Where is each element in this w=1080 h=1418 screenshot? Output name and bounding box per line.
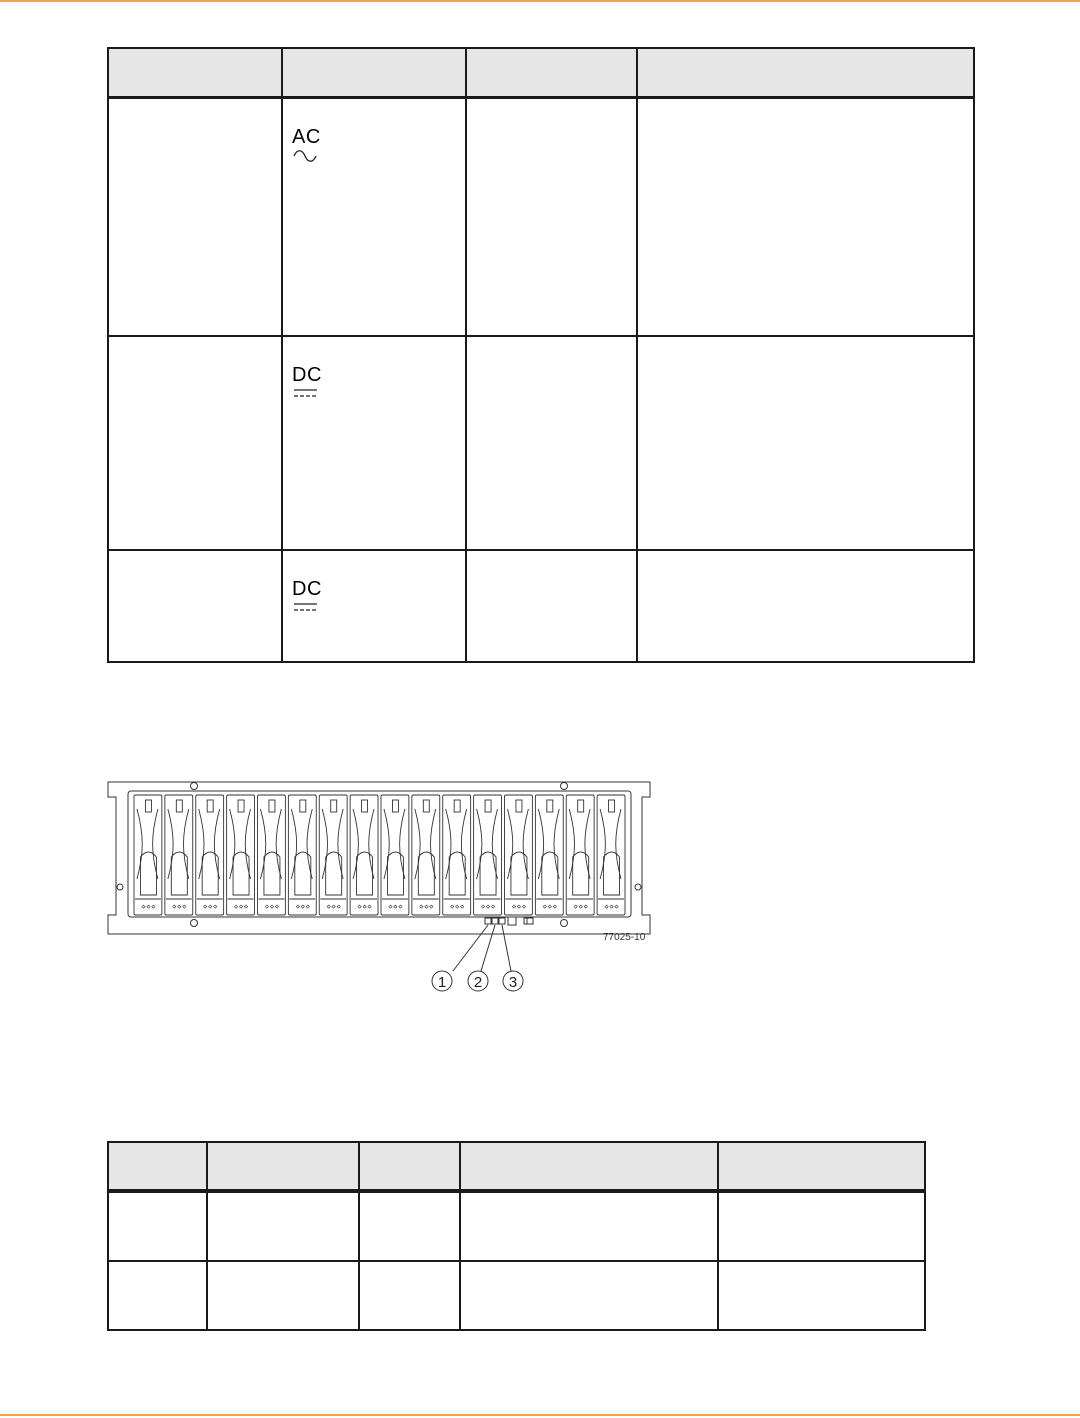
table-cell	[460, 1261, 718, 1330]
dc-symbol	[292, 365, 332, 399]
chassis-outline	[108, 782, 650, 934]
table-cell	[282, 336, 466, 550]
table-row	[108, 98, 974, 336]
table-cell	[359, 1261, 460, 1330]
drive-tray-front-figure	[106, 779, 652, 997]
drive-bay	[597, 795, 625, 915]
drive-bay	[381, 795, 409, 915]
ac-sine-icon	[292, 149, 320, 163]
table-header-cell	[108, 1142, 207, 1191]
symbol-label: DC	[292, 577, 322, 600]
top-accent-rule	[0, 0, 1080, 2]
drive-bay	[319, 795, 347, 915]
callout-label: 3	[508, 974, 518, 991]
table-row	[108, 1261, 925, 1330]
table-cell	[359, 1191, 460, 1261]
drive-bay	[258, 795, 286, 915]
table-cell	[637, 98, 974, 336]
table-cell	[460, 1191, 718, 1261]
table-cell	[207, 1191, 359, 1261]
table-header-cell	[718, 1142, 925, 1191]
callout-1	[432, 971, 452, 991]
table-header-row	[108, 1142, 925, 1191]
drive-bay	[196, 795, 224, 915]
table-cell	[108, 550, 282, 662]
table-cell	[466, 336, 637, 550]
power-button	[508, 917, 516, 925]
callout-label: 1	[437, 974, 447, 991]
ac-symbol	[292, 127, 332, 163]
table-cell	[282, 98, 466, 336]
table-row	[108, 336, 974, 550]
drive-bay	[412, 795, 440, 915]
drive-bay	[474, 795, 502, 915]
callout-2	[468, 971, 488, 991]
table-cell	[466, 550, 637, 662]
table-cell	[637, 336, 974, 550]
table-row	[108, 550, 974, 662]
drive-bay	[227, 795, 255, 915]
drive-bay	[566, 795, 594, 915]
table-cell	[108, 98, 282, 336]
table-row	[108, 1191, 925, 1261]
table-header-cell	[282, 48, 466, 98]
drive-bay	[288, 795, 316, 915]
table-cell	[108, 336, 282, 550]
led-3	[499, 918, 505, 924]
table-header-cell	[359, 1142, 460, 1191]
led-description-table	[107, 1141, 926, 1331]
figure-id-label: 77025-10	[603, 932, 646, 943]
drive-bay	[535, 795, 563, 915]
callout-lines	[453, 925, 511, 971]
symbol-label: DC	[292, 363, 322, 386]
bottom-accent-rule	[0, 1414, 1080, 1416]
table-cell	[718, 1261, 925, 1330]
drive-bay	[350, 795, 378, 915]
id-switch	[524, 918, 533, 924]
table-cell	[466, 98, 637, 336]
table-cell	[207, 1261, 359, 1330]
table-header-cell	[637, 48, 974, 98]
dc-lines-icon	[292, 601, 320, 613]
led-2	[492, 918, 498, 924]
status-leds	[485, 917, 533, 925]
table-cell	[108, 1191, 207, 1261]
symbol-label: AC	[292, 126, 321, 148]
callout-3	[503, 971, 523, 991]
table-header-cell	[108, 48, 282, 98]
table-cell	[108, 1261, 207, 1330]
callout-label: 2	[473, 974, 483, 991]
drive-bay	[505, 795, 533, 915]
table-cell	[282, 550, 466, 662]
led-1	[485, 918, 491, 924]
power-symbol-table	[107, 47, 975, 663]
table-cell	[637, 550, 974, 662]
drive-bay	[134, 795, 162, 915]
dc-lines-icon	[292, 387, 320, 399]
table-header-cell	[466, 48, 637, 98]
table-header-cell	[460, 1142, 718, 1191]
drive-bay	[443, 795, 471, 915]
table-header-cell	[207, 1142, 359, 1191]
table-cell	[718, 1191, 925, 1261]
table-header-row	[108, 48, 974, 98]
drive-bays	[134, 795, 625, 915]
drive-bay	[165, 795, 193, 915]
dc-symbol	[292, 579, 332, 613]
